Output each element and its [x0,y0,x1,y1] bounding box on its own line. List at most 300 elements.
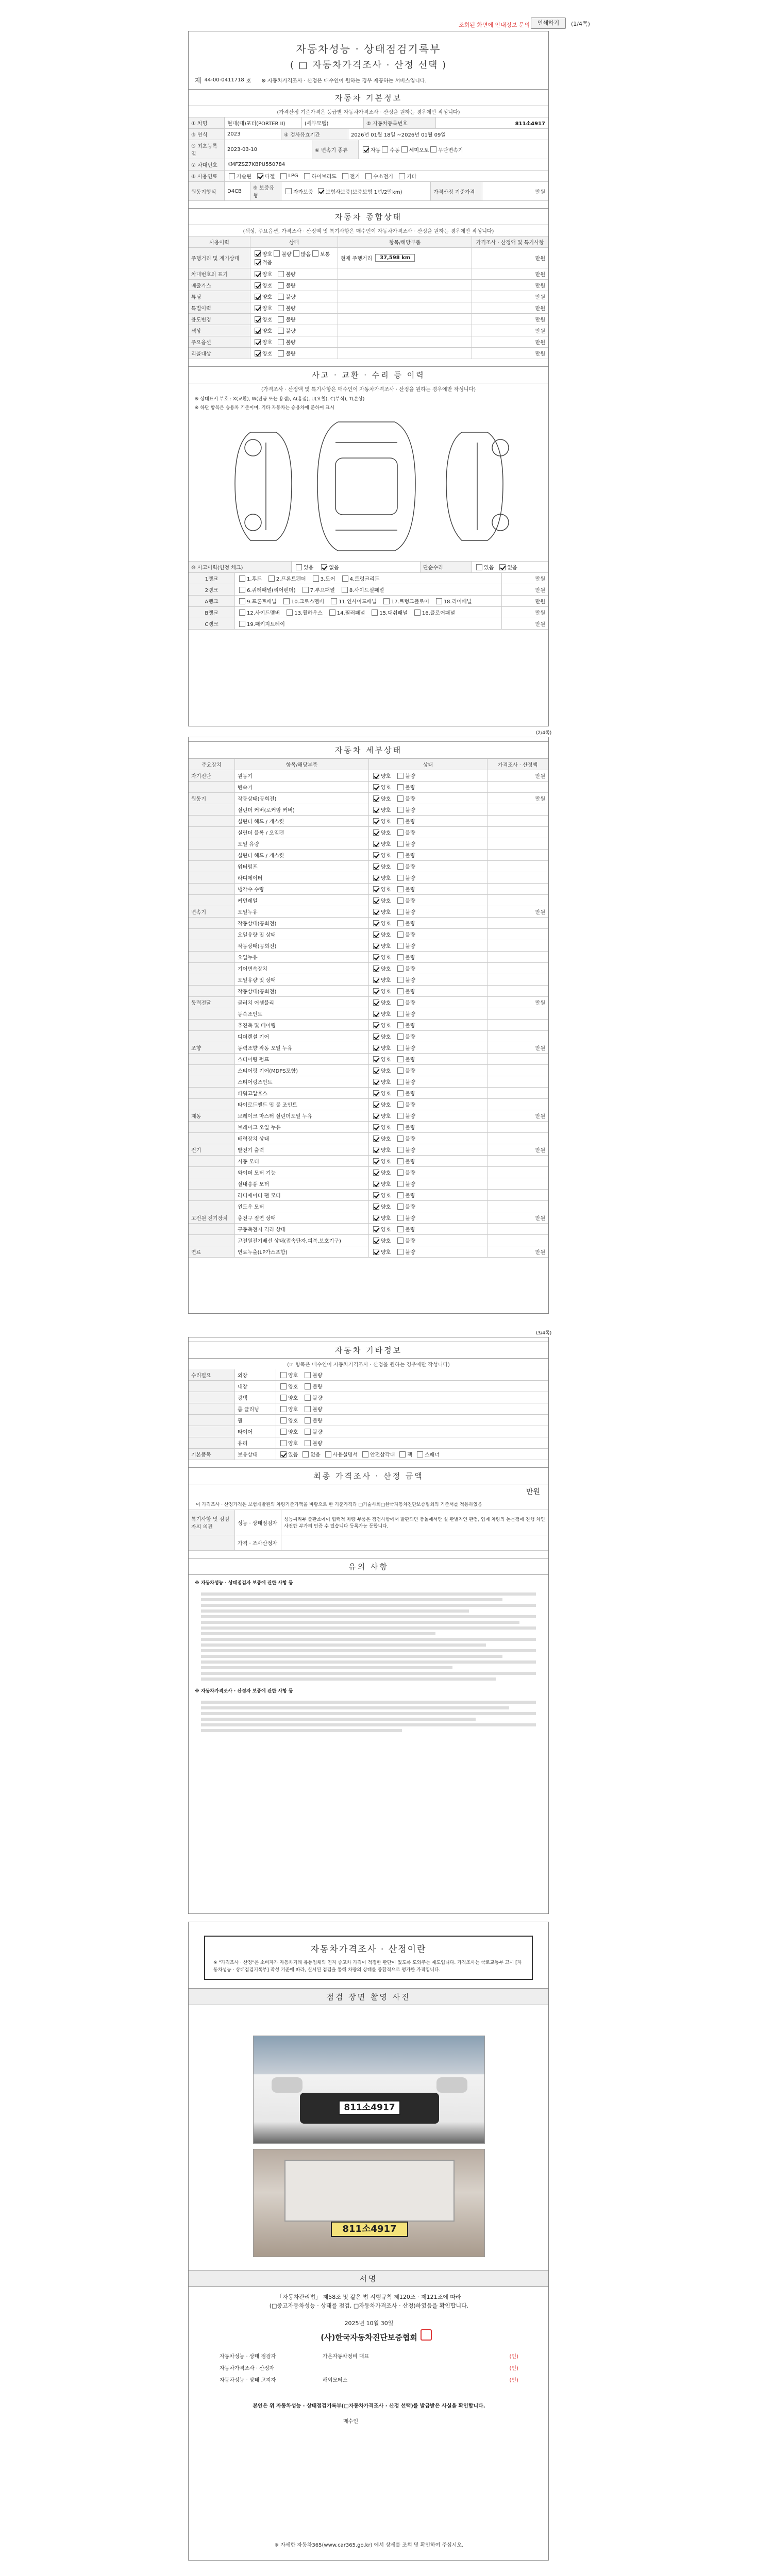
trans-manual-checkbox[interactable] [382,146,388,152]
detail-state [369,1065,488,1076]
frame-item-checkbox[interactable] [239,609,245,616]
detail-price-unit: 만원 [535,796,545,802]
detail-bad-checkbox[interactable] [397,829,404,836]
notice-lines-1 [189,1592,548,1681]
detail-item [235,1088,369,1098]
detail-good-label: 양호 [381,1023,391,1029]
status-row-state [250,280,338,291]
other-bad-checkbox[interactable] [305,1395,311,1401]
detail-state [369,1088,488,1098]
detail-good-checkbox[interactable] [373,909,379,915]
frame-item-checkbox[interactable] [436,598,442,604]
status-row-price [472,291,548,302]
mileage-price: 만원 [472,248,548,268]
detail-price [488,952,548,962]
detail-bad-checkbox[interactable] [397,1249,404,1255]
status-row-name: 차대번호의 표기 [191,272,228,278]
detail-good-checkbox[interactable] [373,1033,379,1040]
detail-state [369,884,488,894]
frame-item-checkbox[interactable] [283,598,290,604]
repair-sub: (가격조사 · 산정액 및 특기사항은 매수인이 자동차가격조사 · 산정을 원하는 경우에만 작성니다) [261,387,476,393]
detail-bad-checkbox[interactable] [397,1204,404,1210]
detail-good-checkbox[interactable] [373,977,379,983]
detail-item-name: 냉각수 수량 [238,887,264,893]
detail-row [189,1110,548,1122]
detail-bad-checkbox[interactable] [397,784,404,790]
detail-bad-label: 불량 [405,1057,415,1063]
status-good-label: 양호 [262,272,273,278]
other-item-name: 룸 클리닝 [238,1407,259,1413]
detail-item-name: 변속기 [238,785,253,791]
doc-no: 44-00-0411718 [204,77,244,83]
simple-repair-no-checkbox[interactable] [499,564,506,570]
other-group [189,1369,235,1380]
detail-state [369,1156,488,1166]
status-good-checkbox[interactable] [255,305,261,311]
detail-price [488,997,548,1008]
inspect-period: 2026년 01월 18일 ~2026년 01월 09일 [348,129,548,140]
detail-bad-label: 불량 [405,921,415,927]
detail-good-checkbox[interactable] [373,852,379,858]
mileage-bad-checkbox[interactable] [274,250,280,257]
detail-bad-checkbox[interactable] [397,1067,404,1074]
detail-good-checkbox[interactable] [373,1056,379,1062]
detail-state [369,1099,488,1110]
basic-items-state: 보유상태 [235,1449,276,1460]
detail-bad-checkbox[interactable] [397,999,404,1006]
detail-good-checkbox[interactable] [373,1045,379,1051]
detail-good-checkbox[interactable] [373,1124,379,1130]
detail-state [369,1020,488,1030]
detail-item [235,1246,369,1257]
status-row-name: 색상 [191,329,201,334]
final-amount-unit: 만원 [526,1488,540,1496]
detail-state [369,1190,488,1200]
status-good-checkbox[interactable] [255,294,261,300]
other-good-checkbox[interactable] [280,1429,287,1435]
detail-good-checkbox[interactable] [373,1067,379,1074]
detail-device [189,1020,235,1030]
detail-bad-checkbox[interactable] [397,852,404,858]
detail-device [189,1110,235,1121]
frame-item-checkbox[interactable] [313,575,319,582]
frame-item-checkbox[interactable] [342,575,348,582]
detail-bad-checkbox[interactable] [397,818,404,824]
status-row-items [338,291,472,302]
special-pricer-text [281,1535,548,1550]
frame-rank-label: 1랭크 [205,577,219,582]
detail-price [488,1020,548,1030]
detail-good-checkbox[interactable] [373,807,379,813]
detail-good-checkbox[interactable] [373,784,379,790]
detail-state [369,1144,488,1155]
frame-item-checkbox[interactable] [239,587,245,593]
detail-price [488,782,548,792]
detail-price [488,1031,548,1042]
mileage-many-checkbox[interactable] [293,250,299,257]
detail-bad-checkbox[interactable] [397,1136,404,1142]
detail-good-checkbox[interactable] [373,943,379,949]
basic-spanner-checkbox[interactable] [417,1451,423,1458]
detail-price [488,929,548,940]
other-good-checkbox[interactable] [280,1417,287,1423]
status-row-state [250,268,338,279]
status-good-checkbox[interactable] [255,339,261,345]
detail-device-name: 조향 [191,1046,201,1052]
fuel-hybrid-checkbox[interactable] [304,173,310,179]
detail-bad-label: 불량 [405,774,415,779]
detail-good-checkbox[interactable] [373,841,379,847]
trans-semi-checkbox[interactable] [401,146,408,152]
frame-item-label: 13.휠하우스 [294,611,323,616]
detail-bad-checkbox[interactable] [397,1226,404,1232]
status-row-state [250,291,338,302]
frame-item-checkbox[interactable] [383,598,390,604]
detail-good-label: 양호 [381,1114,391,1120]
detail-bad-checkbox[interactable] [397,1011,404,1017]
detail-bad-checkbox[interactable] [397,1045,404,1051]
detail-good-checkbox[interactable] [373,1090,379,1096]
detail-price [488,906,548,917]
mileage-grade [250,248,338,268]
status-bad-checkbox[interactable] [278,271,284,277]
trans-semi-label: 세미오토 [409,147,429,154]
status-bad-checkbox[interactable] [278,282,284,289]
frame-price [502,618,548,629]
frame-item-checkbox[interactable] [414,609,421,616]
detail-good-checkbox[interactable] [373,1079,379,1085]
detail-device [189,997,235,1008]
detail-good-checkbox[interactable] [373,863,379,870]
detail-bad-checkbox[interactable] [397,897,404,904]
status-good-checkbox[interactable] [255,271,261,277]
detail-device-name: 자기진단 [191,774,211,779]
status-bad-label: 불량 [285,351,296,357]
detail-row [189,1167,548,1178]
detail-price-unit: 만원 [535,1001,545,1006]
detail-device [189,861,235,872]
detail-bad-checkbox[interactable] [397,773,404,779]
other-bad-checkbox[interactable] [305,1429,311,1435]
basic-info-sub: (가격산정 기준가격은 등급별 자동차가격조사 · 산정을 원하는 경우에만 작성니다) [277,110,460,115]
detail-good-checkbox[interactable] [373,875,379,881]
detail-state [369,816,488,826]
fuel-diesel-checkbox[interactable] [257,173,263,179]
detail-bad-checkbox[interactable] [397,1056,404,1062]
detail-bad-checkbox[interactable] [397,1079,404,1085]
accident-no-checkbox[interactable] [321,564,327,570]
other-item-name: 휠 [238,1418,243,1424]
detail-item [235,929,369,940]
status-col-history: 사용이력 [189,236,250,247]
status-good-label: 양호 [262,306,273,312]
detail-bad-checkbox[interactable] [397,909,404,915]
detail-good-checkbox[interactable] [373,1147,379,1153]
detail-bad-checkbox[interactable] [397,1101,404,1108]
detail-bad-checkbox[interactable] [397,977,404,983]
status-good-label: 양호 [262,329,273,334]
fuel-hybrid-label: 하이브리드 [311,174,337,180]
detail-item-name: 작동상태(공회전) [238,944,277,950]
detail-device-name: 원동기 [191,796,206,802]
detail-good-checkbox[interactable] [373,1101,379,1108]
basic-yes-checkbox[interactable] [280,1451,287,1458]
other-item [235,1426,276,1437]
special-pricer: 가격 · 조사산정자 [235,1535,281,1550]
simple-repair-yes-checkbox[interactable] [476,564,482,570]
other-group-label: 수리필요 [191,1373,211,1379]
detail-good-checkbox[interactable] [373,773,379,779]
other-good-checkbox[interactable] [280,1372,287,1378]
detail-bad-checkbox[interactable] [397,1090,404,1096]
fuel-hydrogen-checkbox[interactable] [365,173,372,179]
detail-device [189,963,235,974]
status-bad-checkbox[interactable] [278,350,284,357]
frame-price [502,607,548,618]
detail-bad-checkbox[interactable] [397,1238,404,1244]
other-good-checkbox[interactable] [280,1395,287,1401]
detail-device-name: 제동 [191,1114,201,1120]
detail-good-checkbox[interactable] [373,1113,379,1119]
detail-item-name: 브레이크 마스터 실린더오일 누유 [238,1114,312,1120]
detail-good-label: 양호 [381,910,391,916]
detail-good-checkbox[interactable] [373,897,379,904]
detail-bad-checkbox[interactable] [397,931,404,938]
other-bad-checkbox[interactable] [305,1440,311,1446]
fuel-other-checkbox[interactable] [399,173,405,179]
detail-state [369,1031,488,1042]
detail-bad-checkbox[interactable] [397,954,404,960]
detail-bad-checkbox[interactable] [397,1181,404,1187]
fuel-gasoline-checkbox[interactable] [229,173,235,179]
mileage-good-checkbox[interactable] [255,250,261,257]
status-bad-checkbox[interactable] [278,294,284,300]
car-name: 현대(대)포터(PORTER II) [225,117,302,128]
inspect-period-label: ④ 검사유효기간 [281,129,348,140]
repair-legend-2: ※ 하단 항목은 승용차 기준이며, 기타 자동차는 승용차에 준하여 표시 [195,405,334,411]
detail-good-checkbox[interactable] [373,795,379,802]
detail-bad-checkbox[interactable] [397,875,404,881]
detail-state [369,1178,488,1189]
detail-good-checkbox[interactable] [373,1136,379,1142]
frame-item-checkbox[interactable] [268,575,275,582]
print-button[interactable]: 인쇄하기 [531,18,566,29]
fuel-electric-checkbox[interactable] [342,173,348,179]
frame-item-checkbox[interactable] [331,598,337,604]
mileage-good-label: 양호 [262,251,273,258]
detail-bad-checkbox[interactable] [397,807,404,813]
detail-bad-checkbox[interactable] [397,1158,404,1164]
detail-good-checkbox[interactable] [373,829,379,836]
status-good-checkbox[interactable] [255,316,261,323]
frame-item-checkbox[interactable] [239,598,245,604]
detail-bad-checkbox[interactable] [397,1124,404,1130]
detail-good-checkbox[interactable] [373,1170,379,1176]
frame-item-checkbox[interactable] [239,575,245,582]
trans-auto-checkbox[interactable] [363,146,369,152]
detail-item [235,1099,369,1110]
detail-bad-checkbox[interactable] [397,841,404,847]
status-bad-checkbox[interactable] [278,328,284,334]
detail-good-checkbox[interactable] [373,886,379,892]
detail-good-checkbox[interactable] [373,1022,379,1028]
detail-item [235,1065,369,1076]
warranty-label: ⑨ 보증유형 [250,182,281,200]
detail-price [488,1167,548,1178]
detail-bad-checkbox[interactable] [397,988,404,994]
detail-item [235,997,369,1008]
basic-no-checkbox[interactable] [303,1451,309,1458]
detail-price-unit: 만원 [535,910,545,916]
other-bad-checkbox[interactable] [305,1383,311,1389]
other-good-checkbox[interactable] [280,1383,287,1389]
status-good-checkbox[interactable] [255,350,261,357]
detail-bad-checkbox[interactable] [397,886,404,892]
detail-price [488,1190,548,1200]
detail-good-label: 양호 [381,819,391,825]
frame-item-checkbox[interactable] [287,609,293,616]
status-good-checkbox[interactable] [255,328,261,334]
mileage-normal-checkbox[interactable] [312,250,318,257]
basic-triangle-checkbox[interactable] [362,1451,368,1458]
detail-good-checkbox[interactable] [373,1204,379,1210]
detail-device-name: 변속기 [191,910,206,916]
warranty-self-checkbox[interactable] [285,188,292,194]
other-good-checkbox[interactable] [280,1406,287,1412]
detail-item-name: 실린더 블록 / 오일팬 [238,831,284,836]
detail-good-checkbox[interactable] [373,931,379,938]
detail-bad-checkbox[interactable] [397,1113,404,1119]
detail-bad-label: 불량 [405,796,415,802]
detail-bad-checkbox[interactable] [397,1033,404,1040]
other-bad-checkbox[interactable] [305,1417,311,1423]
detail-row [189,1156,548,1167]
frame-price-unit: 만원 [535,622,545,628]
status-bad-checkbox[interactable] [278,339,284,345]
accident-yes-checkbox[interactable] [296,564,302,570]
detail-bad-checkbox[interactable] [397,920,404,926]
status-bad-checkbox[interactable] [278,316,284,323]
detail-good-checkbox[interactable] [373,965,379,972]
detail-col-item: 항목/해당부품 [235,759,369,770]
detail-good-checkbox[interactable] [373,988,379,994]
transmission-label: ⑥ 변속기 종류 [312,140,359,159]
detail-state [369,1224,488,1234]
frame-item-checkbox[interactable] [342,587,348,593]
detail-price-unit: 만원 [535,774,545,779]
detail-item-name: 라디에이터 [238,876,263,882]
basic-manual-checkbox[interactable] [325,1451,331,1458]
mileage-label: 현재 주행거리 [341,256,373,262]
detail-bad-checkbox[interactable] [397,1170,404,1176]
detail-bad-checkbox[interactable] [397,1147,404,1153]
detail-good-label: 양호 [381,853,391,859]
frame-price-unit: 만원 [535,577,545,582]
detail-device [189,884,235,894]
detail-bad-checkbox[interactable] [397,1022,404,1028]
detail-good-checkbox[interactable] [373,1181,379,1187]
detail-bad-checkbox[interactable] [397,943,404,949]
detail-device [189,940,235,951]
detail-good-checkbox[interactable] [373,1238,379,1244]
detail-good-checkbox[interactable] [373,1011,379,1017]
detail-good-checkbox[interactable] [373,954,379,960]
other-good-label: 양호 [288,1384,298,1390]
other-good-checkbox[interactable] [280,1440,287,1446]
other-bad-checkbox[interactable] [305,1406,311,1412]
detail-bad-label: 불량 [405,887,415,893]
detail-row [189,827,548,838]
status-row-price [472,348,548,359]
other-good-label: 양호 [288,1396,298,1401]
status-row [189,336,548,348]
rear-plate: 811소4917 [331,2222,408,2237]
fuel-lpg-checkbox[interactable] [280,173,287,179]
frame-item-checkbox[interactable] [329,609,335,616]
detail-good-label: 양호 [381,899,391,904]
detail-bad-label: 불량 [405,955,415,961]
frame-item-checkbox[interactable] [372,609,378,616]
frame-item-checkbox[interactable] [239,621,245,627]
other-bad-checkbox[interactable] [305,1372,311,1378]
status-row-price [472,302,548,313]
detail-bad-label: 불량 [405,1023,415,1029]
frame-item-checkbox[interactable] [303,587,309,593]
detail-good-checkbox[interactable] [373,1226,379,1232]
frame-item-label: 9.프론트패널 [247,599,277,605]
detail-good-label: 양호 [381,1239,391,1244]
detail-good-label: 양호 [381,1035,391,1040]
frame-row [189,607,548,618]
detail-device [189,1246,235,1257]
frame-item-label: 19.패키지트레이 [247,622,285,628]
detail-device [189,1031,235,1042]
status-bad-checkbox[interactable] [278,305,284,311]
detail-good-checkbox[interactable] [373,1158,379,1164]
basic-jack-checkbox[interactable] [399,1451,406,1458]
detail-good-checkbox[interactable] [373,999,379,1006]
sign-label-inspector: 자동차성능 · 상태 점검자 [220,2354,276,2360]
detail-bad-checkbox[interactable] [397,795,404,802]
detail-good-checkbox[interactable] [373,1249,379,1255]
status-good-checkbox[interactable] [255,282,261,289]
detail-bad-checkbox[interactable] [397,965,404,972]
detail-good-checkbox[interactable] [373,1192,379,1198]
status-price-unit: 만원 [535,272,545,278]
detail-good-checkbox[interactable] [373,818,379,824]
mileage-low-checkbox[interactable] [255,259,261,265]
detail-price [488,895,548,906]
detail-bad-checkbox[interactable] [397,1192,404,1198]
banner-text: ※ "가격조사 · 산정"은 소비자가 자동차거래 유통업체의 인지 중고차 가격이 적정한 판단이 있도록 도와주는 제도입니다. 가격조사는 국토교통부 고시 [자동차성능 · 상태점검기록부] 작성 기준에 따라, 실시된 점검을 통해 차량의 상태를 종합적으로 평가한 가격입니다. [213,1960,522,1973]
detail-item-name: 오일유량 및 상태 [238,978,276,984]
detail-bad-checkbox[interactable] [397,863,404,870]
detail-item [235,940,369,951]
warranty-insurance-checkbox[interactable] [318,188,324,194]
detail-good-checkbox[interactable] [373,1215,379,1221]
detail-item [235,1020,369,1030]
trans-cvt-checkbox[interactable] [430,146,436,152]
detail-bad-checkbox[interactable] [397,1215,404,1221]
detail-row [189,1201,548,1212]
detail-price [488,804,548,815]
detail-price [488,850,548,860]
other-item [235,1415,276,1426]
detail-state [369,1054,488,1064]
other-bad-label: 불량 [312,1373,323,1379]
detail-good-checkbox[interactable] [373,920,379,926]
other-group [189,1415,235,1426]
